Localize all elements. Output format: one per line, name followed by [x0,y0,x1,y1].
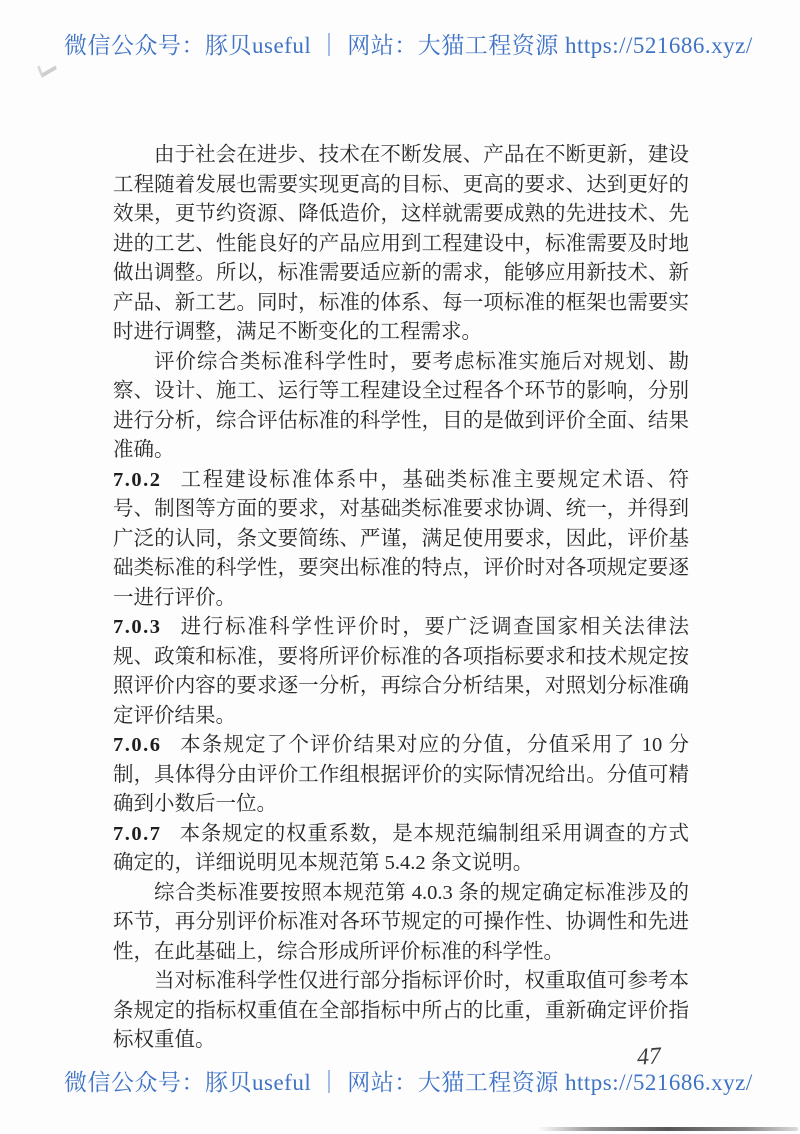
paragraph-text: 综合类标准要按照本规范第 4.0.3 条的规定确定标准涉及的环节，再分别评价标准对各环节规定的可操作性、协调性和先进性，在此基础上，综合形成所评价标准的科学性。 [113,881,689,963]
paragraph-text: 由于社会在进步、技术在不断发展、产品在不断更新，建设工程随着发展也需要实现更高的目标、更高的要求、达到更好的效果，更节约资源、降低造价，这样就需要成熟的先进技术、先进的工艺、性能良好的产品应用到工程建设中，标准需要及时地做出调整。所以，标准需要适应新的需求，能够应用新技术、新产品、新工艺。同时，标准的体系、每一项标准的框架也需要实时进行调整，满足不断变化的工程需求。 [113,144,689,343]
pen-check-mark [37,58,57,78]
clause-number: 7.0.6 [113,734,162,756]
clause-text: 本条规定了个评价结果对应的分值，分值采用了 10 分制，具体得分由评价工作组根据评价的实际情况给出。分值可精确到小数后一位。 [113,734,689,815]
clause-7-0-2 [113,466,689,614]
paragraph-comprehensive-evaluation [113,348,689,466]
watermark-bottom [64,1064,753,1097]
clause-number: 7.0.2 [113,468,162,491]
watermark-top [64,27,753,60]
paragraph-background [113,141,689,348]
page-body [113,141,689,1056]
paragraph-text: 当对标准科学性仅进行部分指标评价时，权重取值可参考本条规定的指标权重值在全部指标中所占的比重，重新确定评价指标权重值。 [113,970,689,1051]
watermark-bottom-text: 微信公众号：豚贝useful ｜ 网站：大猫工程资源 https://521686.xyz/ [64,1070,753,1095]
clause-7-0-7 [113,820,689,879]
clause-text: 本条规定的权重系数，是本规范编制组采用调查的方式确定的，详细说明见本规范第 5.4.2 条文说明。 [113,822,689,874]
page-number: 47 [636,1043,662,1071]
paragraph-text: 评价综合类标准科学性时，要考虑标准实施后对规划、勘察、设计、施工、运行等工程建设全过程各个环节的影响，分别进行分析，综合评估标准的科学性，目的是做到评价全面、结果准确。 [113,350,689,461]
clause-text: 工程建设标准体系中，基础类标准主要规定术语、符号、制图等方面的要求，对基础类标准要求协调、统一，并得到广泛的认同，条文要简练、严谨，满足使用要求，因此，评价基础类标准的科学性，要突出标准的特点，评价时对各项规定要逐一进行评价。 [113,468,689,609]
clause-7-0-3 [113,613,689,731]
clause-number: 7.0.7 [113,822,162,845]
clause-text: 进行标准科学性评价时，要广泛调查国家相关法律法规、政策和标准，要将所评价标准的各项指标要求和技术规定按照评价内容的要求逐一分析，再综合分析结果，对照划分标准确定评价结果。 [113,616,689,727]
scan-edge-artifact [538,1127,798,1131]
watermark-top-text: 微信公众号：豚贝useful ｜ 网站：大猫工程资源 https://521686.xyz/ [64,33,753,58]
paragraph-comprehensive-standards [113,879,689,968]
clause-7-0-6 [113,731,689,820]
clause-number: 7.0.3 [113,616,162,638]
paragraph-partial-evaluation [113,967,689,1056]
